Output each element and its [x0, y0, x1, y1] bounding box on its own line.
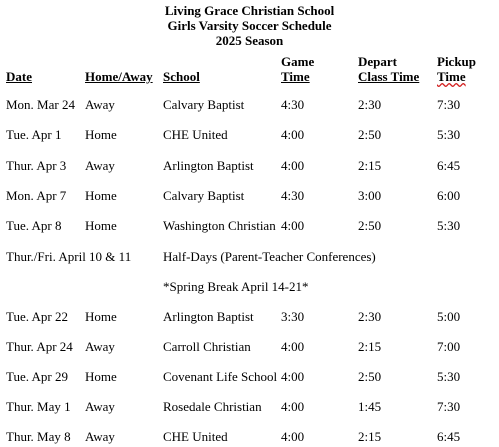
row-depart-time: 2:50 — [358, 218, 382, 233]
row-game-time: 3:30 — [281, 309, 305, 324]
row-pickup-time: 7:00 — [437, 339, 461, 354]
header-pickup-line2: Time — [437, 69, 466, 84]
table-row — [0, 399, 499, 415]
row-game-time: 4:00 — [281, 399, 305, 414]
row-pickup-time: 5:30 — [437, 127, 461, 142]
row-date: Thur. Apr 24 — [6, 339, 73, 354]
season-title: 2025 Season — [215, 33, 284, 48]
row-home-away: Away — [85, 158, 115, 173]
row-school: Rosedale Christian — [163, 399, 262, 414]
row-school: Arlington Baptist — [163, 158, 254, 173]
header-pickup-line1: Pickup — [437, 54, 477, 69]
header-depart-line2: Class Time — [358, 69, 420, 84]
row-date: Tue. Apr 8 — [6, 218, 62, 233]
row-date: Thur. May 8 — [6, 429, 71, 444]
row-school: Carroll Christian — [163, 339, 251, 354]
row-school: Covenant Life School — [163, 369, 278, 384]
row-pickup-time: 6:00 — [437, 188, 461, 203]
header-game-line2: Time — [281, 69, 310, 84]
table-row — [0, 369, 499, 385]
row-game-time: 4:00 — [281, 429, 305, 444]
spring-break-note: *Spring Break April 14-21* — [163, 279, 309, 294]
row-depart-time: 3:00 — [358, 188, 382, 203]
row-home-away: Home — [85, 309, 117, 324]
row-home-away: Home — [85, 218, 117, 233]
row-date: Mon. Mar 24 — [6, 97, 75, 112]
row-date: Thur. May 1 — [6, 399, 71, 414]
row-home-away: Home — [85, 127, 117, 142]
row-date: Mon. Apr 7 — [6, 188, 67, 203]
table-row — [0, 339, 499, 355]
row-date: Thur. Apr 3 — [6, 158, 67, 173]
row-date: Tue. Apr 22 — [6, 309, 69, 324]
schedule-title: Girls Varsity Soccer Schedule — [167, 18, 332, 33]
row-pickup-time: 6:45 — [437, 158, 461, 173]
halfday-note: Half-Days (Parent-Teacher Conferences) — [163, 249, 376, 264]
row-date: Tue. Apr 1 — [6, 127, 62, 142]
row-game-time: 4:30 — [281, 188, 305, 203]
header-school: School — [163, 69, 200, 84]
table-row — [0, 188, 499, 204]
school-name: Living Grace Christian School — [164, 3, 335, 18]
row-school: CHE United — [163, 429, 228, 444]
row-pickup-time: 7:30 — [437, 97, 461, 112]
row-depart-time: 2:50 — [358, 127, 382, 142]
row-school: Calvary Baptist — [163, 97, 245, 112]
row-home-away: Away — [85, 97, 115, 112]
row-depart-time: 2:30 — [358, 309, 382, 324]
row-game-time: 4:00 — [281, 339, 305, 354]
table-row — [0, 309, 499, 325]
header-game-time — [281, 54, 314, 84]
row-pickup-time: 5:00 — [437, 309, 461, 324]
table-row — [0, 127, 499, 143]
table-row — [0, 429, 499, 445]
table-row — [0, 158, 499, 174]
row-depart-time: 2:15 — [358, 158, 382, 173]
header-date: Date — [6, 69, 32, 84]
row-home-away: Home — [85, 369, 117, 384]
row-pickup-time: 6:45 — [437, 429, 461, 444]
row-depart-time: 2:50 — [358, 369, 382, 384]
row-game-time: 4:00 — [281, 158, 305, 173]
row-pickup-time: 5:30 — [437, 369, 461, 384]
row-home-away: Away — [85, 339, 115, 354]
row-school: Arlington Baptist — [163, 309, 254, 324]
table-row — [0, 97, 499, 113]
row-game-time: 4:00 — [281, 218, 305, 233]
header-depart-line1: Depart — [358, 54, 397, 69]
row-home-away: Away — [85, 429, 115, 444]
table-row — [0, 218, 499, 234]
row-school: Washington Christian — [163, 218, 276, 233]
row-home-away: Home — [85, 188, 117, 203]
row-game-time: 4:00 — [281, 369, 305, 384]
header-game-line1: Game — [281, 54, 315, 69]
row-game-time: 4:00 — [281, 127, 305, 142]
row-depart-time: 2:15 — [358, 429, 382, 444]
row-depart-time: 2:15 — [358, 339, 382, 354]
row-depart-time: 1:45 — [358, 399, 382, 414]
row-school: Calvary Baptist — [163, 188, 245, 203]
row-pickup-time: 5:30 — [437, 218, 461, 233]
row-pickup-time: 7:30 — [437, 399, 461, 414]
row-home-away: Away — [85, 399, 115, 414]
row-depart-time: 2:30 — [358, 97, 382, 112]
row-game-time: 4:30 — [281, 97, 305, 112]
halfday-date: Thur./Fri. April 10 & 11 — [6, 249, 132, 264]
header-depart-time — [358, 54, 419, 84]
row-date: Tue. Apr 29 — [6, 369, 69, 384]
header-pickup-time — [437, 54, 476, 84]
row-school: CHE United — [163, 127, 228, 142]
header-home-away: Home/Away — [85, 69, 153, 84]
